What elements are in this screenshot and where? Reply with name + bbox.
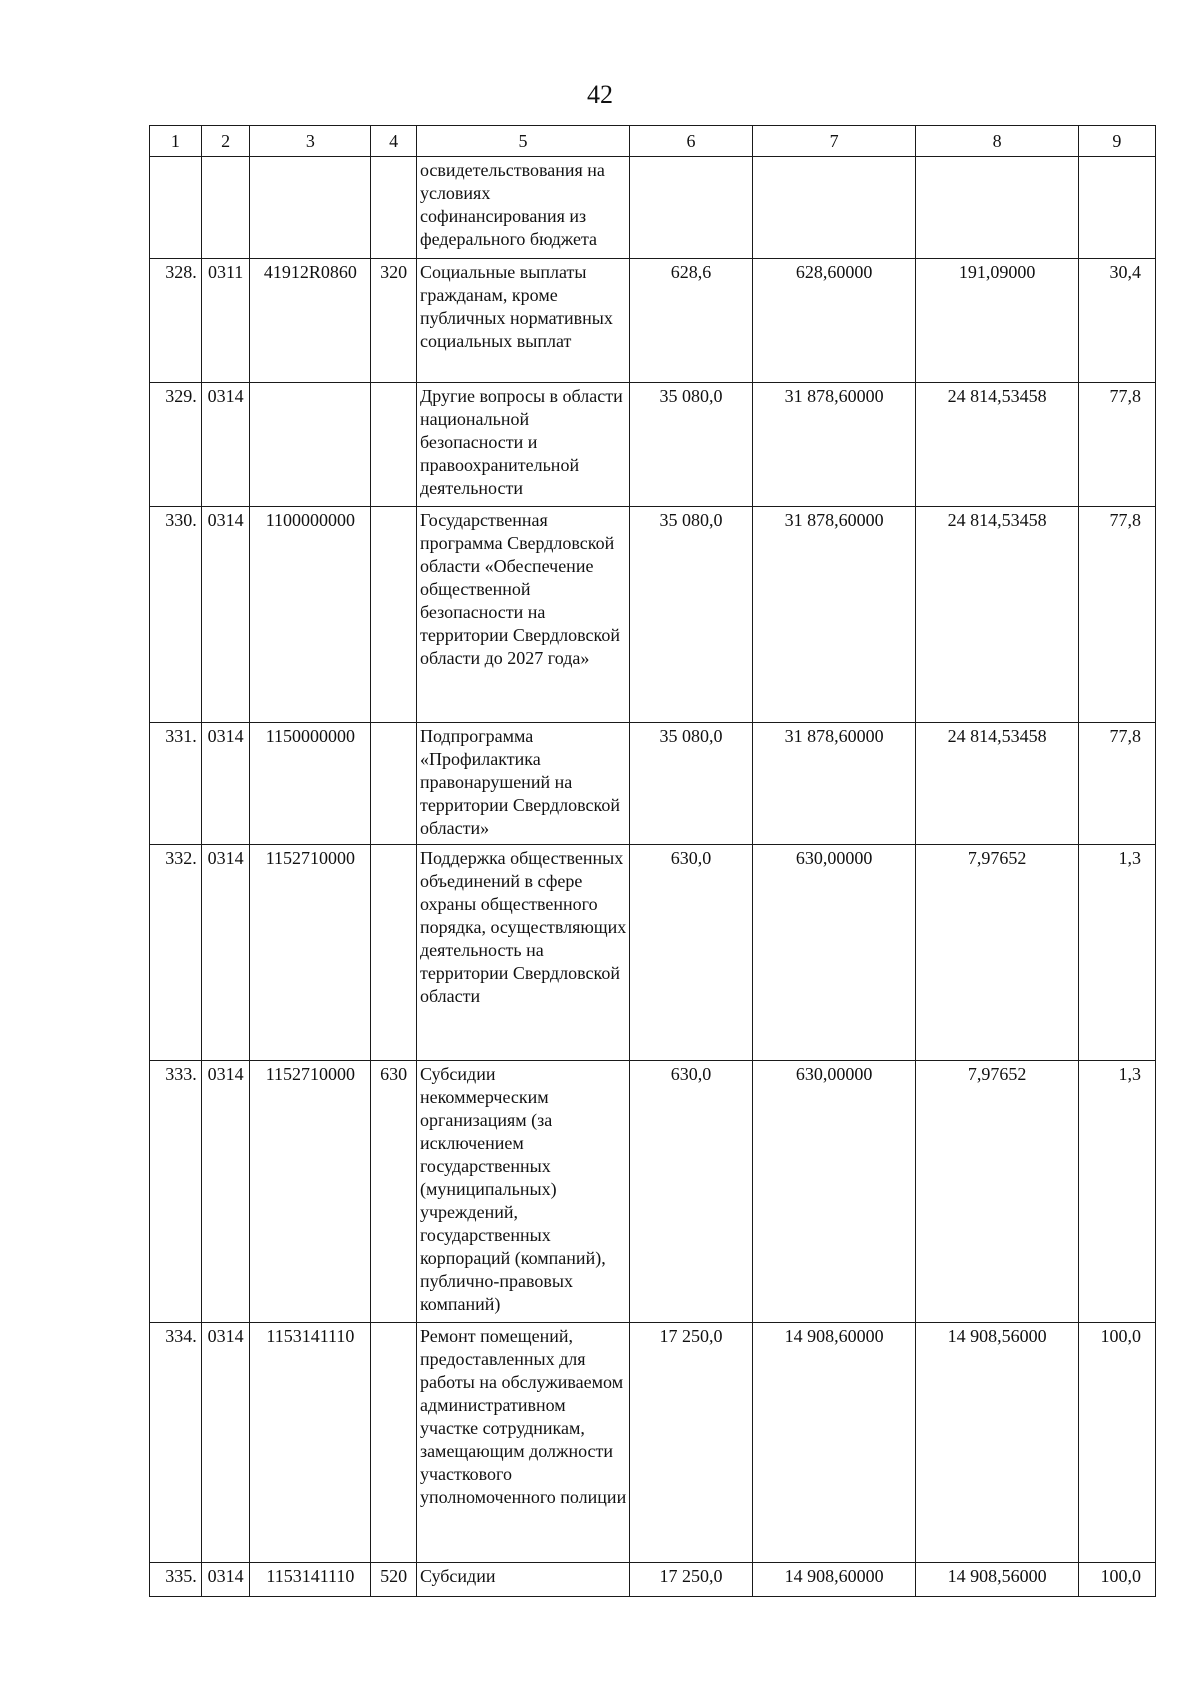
expense-type-code: 320 — [371, 259, 417, 383]
target-code: 1152710000 — [250, 845, 371, 1061]
item-name: Социальные выплаты гражданам, кроме публичных нормативных социальных выплат — [416, 259, 629, 383]
expense-type-code: 630 — [371, 1061, 417, 1323]
row-number: 335. — [150, 1563, 202, 1597]
updated-amount — [752, 157, 915, 259]
updated-amount: 630,00000 — [752, 845, 915, 1061]
header-row — [150, 126, 1156, 157]
expense-type-code: 520 — [371, 1563, 417, 1597]
table-row — [150, 1323, 1156, 1563]
budget-table — [149, 125, 1156, 1597]
row-number — [150, 157, 202, 259]
item-name: Подпрограмма «Профилактика правонарушений на территории Свердловской области» — [416, 723, 629, 845]
header-col-2: 2 — [201, 126, 250, 157]
execution-percent: 1,3 — [1078, 1061, 1155, 1323]
item-name: Ремонт помещений, предоставленных для работы на обслуживаемом административном участке сотрудникам, замещающим должности участкового уполномоченного полиции — [416, 1323, 629, 1563]
target-code: 1153141110 — [250, 1563, 371, 1597]
target-code: 1153141110 — [250, 1323, 371, 1563]
row-number: 330. — [150, 507, 202, 723]
updated-amount: 14 908,60000 — [752, 1323, 915, 1563]
section-code: 0314 — [201, 1061, 250, 1323]
plan-amount: 35 080,0 — [630, 383, 753, 507]
header-col-6: 6 — [630, 126, 753, 157]
expense-type-code — [371, 157, 417, 259]
header-col-7: 7 — [752, 126, 915, 157]
section-code: 0314 — [201, 1323, 250, 1563]
item-name: Поддержка общественных объединений в сфере охраны общественного порядка, осуществляющих деятельность на территории Свердловской области — [416, 845, 629, 1061]
executed-amount: 14 908,56000 — [916, 1323, 1078, 1563]
plan-amount: 630,0 — [630, 1061, 753, 1323]
updated-amount: 630,00000 — [752, 1061, 915, 1323]
row-number: 332. — [150, 845, 202, 1061]
section-code: 0314 — [201, 507, 250, 723]
updated-amount: 14 908,60000 — [752, 1563, 915, 1597]
executed-amount: 24 814,53458 — [916, 383, 1078, 507]
table-body — [150, 157, 1156, 1597]
header-col-9: 9 — [1078, 126, 1155, 157]
executed-amount: 14 908,56000 — [916, 1563, 1078, 1597]
execution-percent: 77,8 — [1078, 507, 1155, 723]
row-number: 329. — [150, 383, 202, 507]
target-code: 1152710000 — [250, 1061, 371, 1323]
row-number: 328. — [150, 259, 202, 383]
plan-amount — [630, 157, 753, 259]
execution-percent: 100,0 — [1078, 1563, 1155, 1597]
header-col-8: 8 — [916, 126, 1078, 157]
plan-amount: 35 080,0 — [630, 723, 753, 845]
row-number: 331. — [150, 723, 202, 845]
row-number: 333. — [150, 1061, 202, 1323]
item-name: Государственная программа Свердловской области «Обеспечение общественной безопасности на территории Свердловской области до 2027 года» — [416, 507, 629, 723]
plan-amount: 17 250,0 — [630, 1563, 753, 1597]
table-row — [150, 507, 1156, 723]
executed-amount — [916, 157, 1078, 259]
updated-amount: 31 878,60000 — [752, 507, 915, 723]
executed-amount: 24 814,53458 — [916, 507, 1078, 723]
header-col-1: 1 — [150, 126, 202, 157]
header-col-3: 3 — [250, 126, 371, 157]
plan-amount: 17 250,0 — [630, 1323, 753, 1563]
expense-type-code — [371, 723, 417, 845]
target-code: 1150000000 — [250, 723, 371, 845]
execution-percent: 30,4 — [1078, 259, 1155, 383]
item-name: Субсидии некоммерческим организациям (за исключением государственных (муниципальных) учреждений, государственных корпораций (компаний), публично-правовых компаний) — [416, 1061, 629, 1323]
item-name: Субсидии — [416, 1563, 629, 1597]
table-row — [150, 845, 1156, 1061]
section-code: 0314 — [201, 723, 250, 845]
expense-type-code — [371, 383, 417, 507]
execution-percent — [1078, 157, 1155, 259]
expense-type-code — [371, 507, 417, 723]
row-number: 334. — [150, 1323, 202, 1563]
item-name: освидетельствования на условиях софинансирования из федерального бюджета — [416, 157, 629, 259]
item-name: Другие вопросы в области национальной безопасности и правоохранительной деятельности — [416, 383, 629, 507]
updated-amount: 31 878,60000 — [752, 723, 915, 845]
section-code: 0314 — [201, 383, 250, 507]
expense-type-code — [371, 1323, 417, 1563]
target-code — [250, 383, 371, 507]
table-row — [150, 1563, 1156, 1597]
execution-percent: 1,3 — [1078, 845, 1155, 1061]
table-row — [150, 383, 1156, 507]
target-code — [250, 157, 371, 259]
updated-amount: 31 878,60000 — [752, 383, 915, 507]
execution-percent: 100,0 — [1078, 1323, 1155, 1563]
plan-amount: 628,6 — [630, 259, 753, 383]
table-row — [150, 1061, 1156, 1323]
plan-amount: 630,0 — [630, 845, 753, 1061]
page-number: 42 — [587, 80, 613, 109]
table-row — [150, 157, 1156, 259]
executed-amount: 7,97652 — [916, 1061, 1078, 1323]
table-row — [150, 259, 1156, 383]
executed-amount: 191,09000 — [916, 259, 1078, 383]
section-code — [201, 157, 250, 259]
execution-percent: 77,8 — [1078, 723, 1155, 845]
target-code: 41912R0860 — [250, 259, 371, 383]
header-col-5: 5 — [416, 126, 629, 157]
executed-amount: 24 814,53458 — [916, 723, 1078, 845]
updated-amount: 628,60000 — [752, 259, 915, 383]
section-code: 0311 — [201, 259, 250, 383]
target-code: 1100000000 — [250, 507, 371, 723]
header-col-4: 4 — [371, 126, 417, 157]
table-header — [150, 126, 1156, 157]
expense-type-code — [371, 845, 417, 1061]
execution-percent: 77,8 — [1078, 383, 1155, 507]
executed-amount: 7,97652 — [916, 845, 1078, 1061]
table-row — [150, 723, 1156, 845]
section-code: 0314 — [201, 845, 250, 1061]
section-code: 0314 — [201, 1563, 250, 1597]
plan-amount: 35 080,0 — [630, 507, 753, 723]
